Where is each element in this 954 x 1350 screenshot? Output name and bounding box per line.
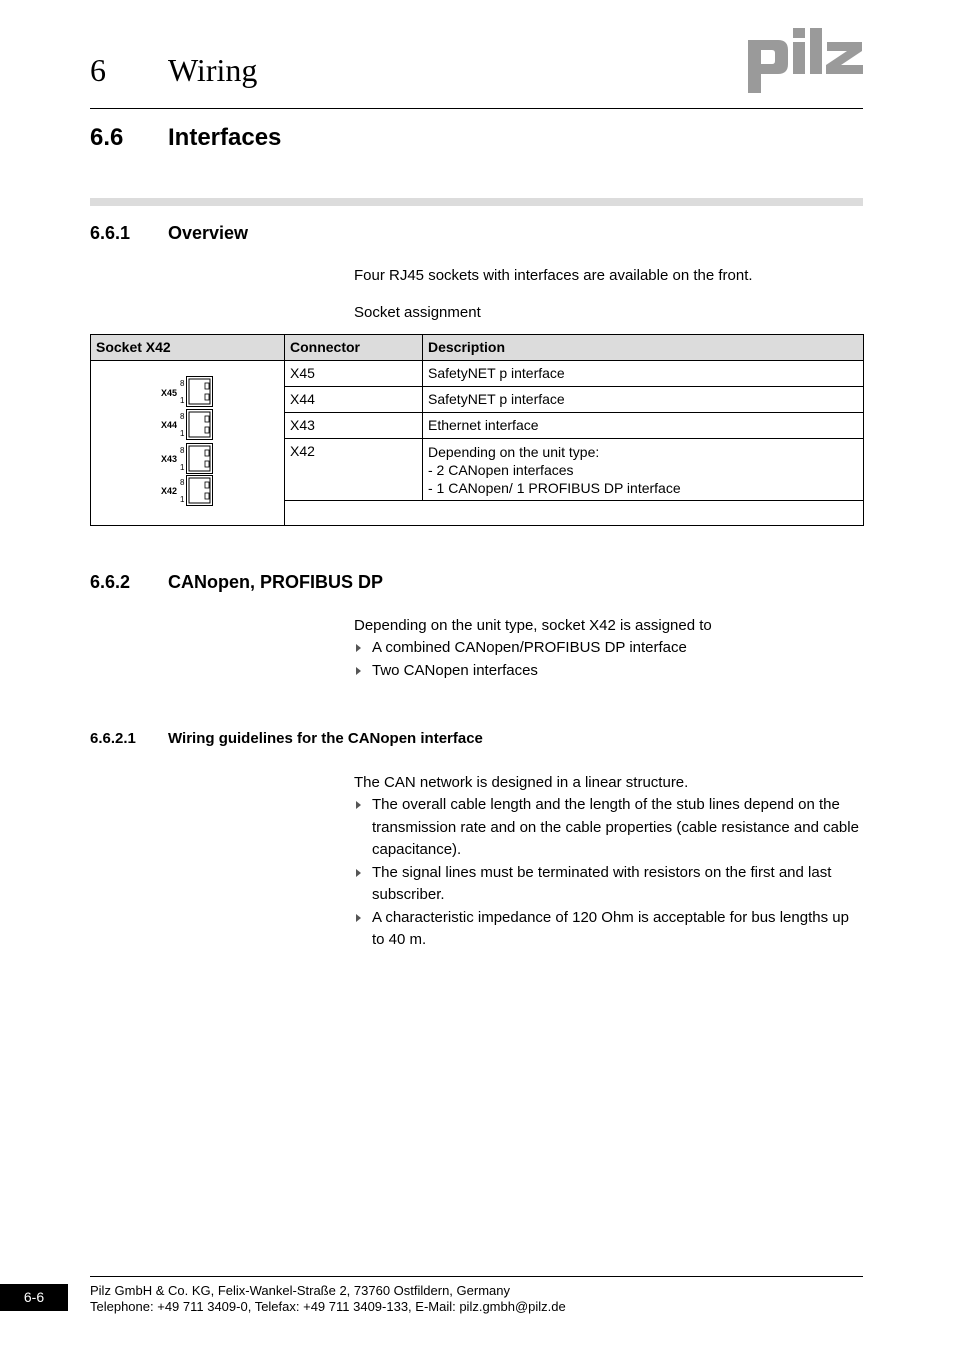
table-header-cell: Description xyxy=(423,335,864,361)
list-item-text: Two CANopen interfaces xyxy=(372,661,538,679)
overview-title: Overview xyxy=(168,223,249,243)
rj45-socket-icon xyxy=(186,376,214,408)
rj45-socket-icon xyxy=(186,409,214,441)
list-item-text: The overall cable length and the length of the stub lines depend on the transmission rate and on the cable properties (cable resistance and cable capacitance). xyxy=(372,796,859,858)
pin-label: 8 xyxy=(180,478,185,487)
description-line: - 1 CANopen/ 1 PROFIBUS DP interface xyxy=(428,480,681,496)
bullet-arrow-icon xyxy=(356,869,361,877)
guidelines-title: Wiring guidelines for the CANopen interface xyxy=(168,730,483,747)
socket-assignment-table xyxy=(90,334,864,526)
description-cell xyxy=(423,439,864,501)
table-caption: Socket assignment xyxy=(354,304,481,321)
table-header-row xyxy=(91,335,864,361)
list-item xyxy=(354,794,864,862)
section-title: Interfaces xyxy=(168,124,282,151)
description-line: - 2 CANopen interfaces xyxy=(428,462,574,478)
canopen-bullet-list xyxy=(354,637,864,682)
pilz-logo xyxy=(748,28,864,99)
pin-label: 1 xyxy=(180,495,185,504)
guidelines-intro: The CAN network is designed in a linear structure. xyxy=(354,774,689,791)
pin-label: 8 xyxy=(180,446,185,455)
list-item xyxy=(354,660,864,683)
overview-number: 6.6.1 xyxy=(90,223,131,243)
rj45-socket-icon xyxy=(186,475,214,507)
connector-cell: X44 xyxy=(285,387,423,413)
guidelines-bullet-list xyxy=(354,794,864,952)
list-item xyxy=(354,637,864,660)
connector-cell: X42 xyxy=(285,439,423,501)
page-number: 6-6 xyxy=(0,1284,68,1311)
pin-label: 1 xyxy=(180,463,185,472)
list-item xyxy=(354,862,864,907)
pin-label: 1 xyxy=(180,396,185,405)
bullet-arrow-icon xyxy=(356,914,361,922)
pin-label: 8 xyxy=(180,412,185,421)
list-item-text: A characteristic impedance of 120 Ohm is acceptable for bus lengths up to 40 m. xyxy=(372,908,849,948)
footer-contact: Telephone: +49 711 3409-0, Telefax: +49 711 3409-133, E-Mail: pilz.gmbh@pilz.de xyxy=(90,1299,566,1314)
section-divider-bar xyxy=(90,198,863,206)
canopen-title: CANopen, PROFIBUS DP xyxy=(168,572,384,592)
section-number: 6.6 xyxy=(90,124,124,151)
canopen-intro: Depending on the unit type, socket X42 is assigned to xyxy=(354,617,712,634)
bullet-arrow-icon xyxy=(356,644,361,652)
description-cell: SafetyNET p interface xyxy=(423,361,864,387)
rj45-socket-icon xyxy=(186,443,214,475)
socket-label: X43 xyxy=(161,454,178,464)
list-item xyxy=(354,907,864,952)
socket-label: X44 xyxy=(161,420,178,430)
pin-label: 1 xyxy=(180,429,185,438)
table-header-cell: Connector xyxy=(285,335,423,361)
bullet-arrow-icon xyxy=(356,667,361,675)
connector-cell: X45 xyxy=(285,361,423,387)
rj45-socket-diagram xyxy=(91,361,284,524)
empty-cell xyxy=(285,501,864,526)
canopen-number: 6.6.2 xyxy=(90,572,131,592)
list-item-text: A combined CANopen/PROFIBUS DP interface xyxy=(372,639,687,656)
description-line: Depending on the unit type: xyxy=(428,444,600,460)
footer-address: Pilz GmbH & Co. KG, Felix-Wankel-Straße 2, 73760 Ostfildern, Germany xyxy=(90,1283,510,1298)
socket-label: X42 xyxy=(161,486,178,496)
chapter-number: 6 xyxy=(90,52,106,88)
bullet-arrow-icon xyxy=(356,801,361,809)
description-cell: Ethernet interface xyxy=(423,413,864,439)
overview-intro: Four RJ45 sockets with interfaces are available on the front. xyxy=(354,267,753,284)
socket-label: X45 xyxy=(161,388,178,398)
chapter-title: Wiring xyxy=(168,52,258,88)
connector-cell: X43 xyxy=(285,413,423,439)
guidelines-number: 6.6.2.1 xyxy=(90,730,136,747)
table-row xyxy=(91,361,864,387)
header-rule xyxy=(90,108,863,109)
description-cell: SafetyNET p interface xyxy=(423,387,864,413)
socket-diagram-cell xyxy=(91,361,285,526)
list-item-text: The signal lines must be terminated with resistors on the first and last subscriber. xyxy=(372,863,832,903)
footer-rule xyxy=(90,1276,863,1277)
pin-label: 8 xyxy=(180,379,185,388)
table-header-cell: Socket X42 xyxy=(91,335,285,361)
